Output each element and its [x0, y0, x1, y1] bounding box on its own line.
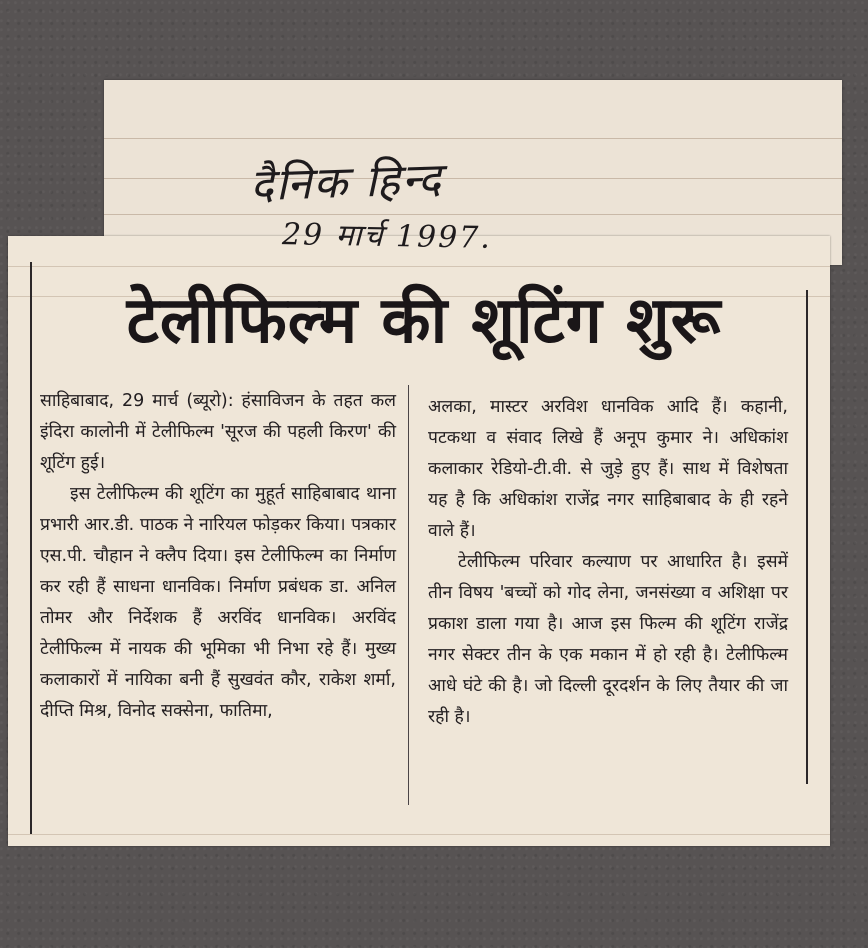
- handwritten-date: 29 मार्च 1997.: [281, 217, 493, 256]
- left-paragraph-1: साहिबाबाद, 29 मार्च (ब्यूरो): हंसाविजन के तहत कल इंदिरा कालोनी में टेलीफिल्म 'सूरज की पहली किरण' की शूटिंग हुई।: [40, 391, 396, 473]
- clipping-border-left: [30, 262, 32, 834]
- column-divider: [408, 385, 409, 805]
- article-headline: टेलीफिल्म की शूटिंग शुरू: [126, 284, 722, 358]
- article-right-column: [428, 392, 788, 733]
- right-paragraph-2: टेलीफिल्म परिवार कल्याण पर आधारित है। इसमें तीन विषय 'बच्चों को गोद लेना, जनसंख्या व अशिक्षा पर प्रकाश डाला गया है। आज इस फिल्म की शूटिंग राजेंद्र नगर सेक्टर तीन के एक मकान में हो रही है। टेलीफिल्म आधे घंटे की है। जो दिल्ली दूरदर्शन के लिए तैयार की जा रही है।: [428, 552, 788, 727]
- right-paragraph-1: अलका, मास्टर अरविश धानविक आदि हैं। कहानी, पटकथा व संवाद लिखे हैं अनूप कुमार ने। अधिकांश कलाकार रेडियो-टी.वी. से जुड़े हुए हैं। साथ में विशेषता यह है कि अधिकांश राजेंद्र नगर साहिबाबाद के ही रहने वाले हैं।: [428, 397, 788, 541]
- article-left-column: [40, 386, 396, 727]
- left-paragraph-2: इस टेलीफिल्म की शूटिंग का मुहूर्त साहिबाबाद थाना प्रभारी आर.डी. पाठक ने नारियल फोड़कर किया। पत्रकार एस.पी. चौहान ने क्लैप दिया। इस टेलीफिल्म का निर्माण कर रही हैं साधना धानविक। निर्माण प्रबंधक डा. अनिल तोमर और निर्देशक हैं अरविंद धानविक। अरविंद टेलीफिल्म में नायक की भूमिका भी निभा रहे हैं। मुख्य कलाकारों में नायिका बनी हैं सुखवंत कौर, राकेश शर्मा, दीप्ति मिश्र, विनोद सक्सेना, फातिमा,: [40, 484, 396, 721]
- clipping-border-right: [806, 290, 808, 784]
- handwritten-paper-name: दैनिक हिन्द: [249, 153, 444, 212]
